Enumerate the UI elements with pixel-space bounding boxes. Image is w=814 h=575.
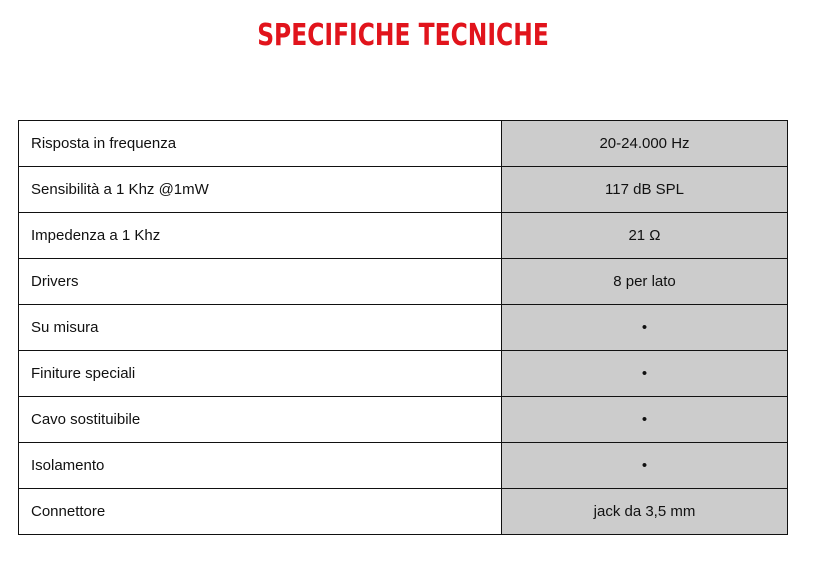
spec-value: • <box>502 443 788 489</box>
spec-value: • <box>502 351 788 397</box>
table-row <box>19 397 788 443</box>
page-title: SPECIFICHE TECNICHE <box>257 18 549 53</box>
table-row <box>19 443 788 489</box>
specs-table <box>18 120 788 535</box>
spec-value: 8 per lato <box>502 259 788 305</box>
table-row <box>19 121 788 167</box>
table-row <box>19 213 788 259</box>
spec-label: Cavo sostituibile <box>19 397 502 443</box>
spec-label: Su misura <box>19 305 502 351</box>
specs-table-body <box>19 121 788 535</box>
table-row <box>19 259 788 305</box>
spec-value: 20-24.000 Hz <box>502 121 788 167</box>
spec-value: jack da 3,5 mm <box>502 489 788 535</box>
table-row <box>19 489 788 535</box>
spec-value: • <box>502 305 788 351</box>
spec-value: 21 Ω <box>502 213 788 259</box>
spec-value: • <box>502 397 788 443</box>
table-row <box>19 351 788 397</box>
spec-label: Isolamento <box>19 443 502 489</box>
table-row <box>19 305 788 351</box>
spec-label: Sensibilità a 1 Khz @1mW <box>19 167 502 213</box>
spec-label: Finiture speciali <box>19 351 502 397</box>
spec-label: Connettore <box>19 489 502 535</box>
spec-label: Impedenza a 1 Khz <box>19 213 502 259</box>
table-row <box>19 167 788 213</box>
spec-label: Risposta in frequenza <box>19 121 502 167</box>
spec-value: 117 dB SPL <box>502 167 788 213</box>
spec-label: Drivers <box>19 259 502 305</box>
